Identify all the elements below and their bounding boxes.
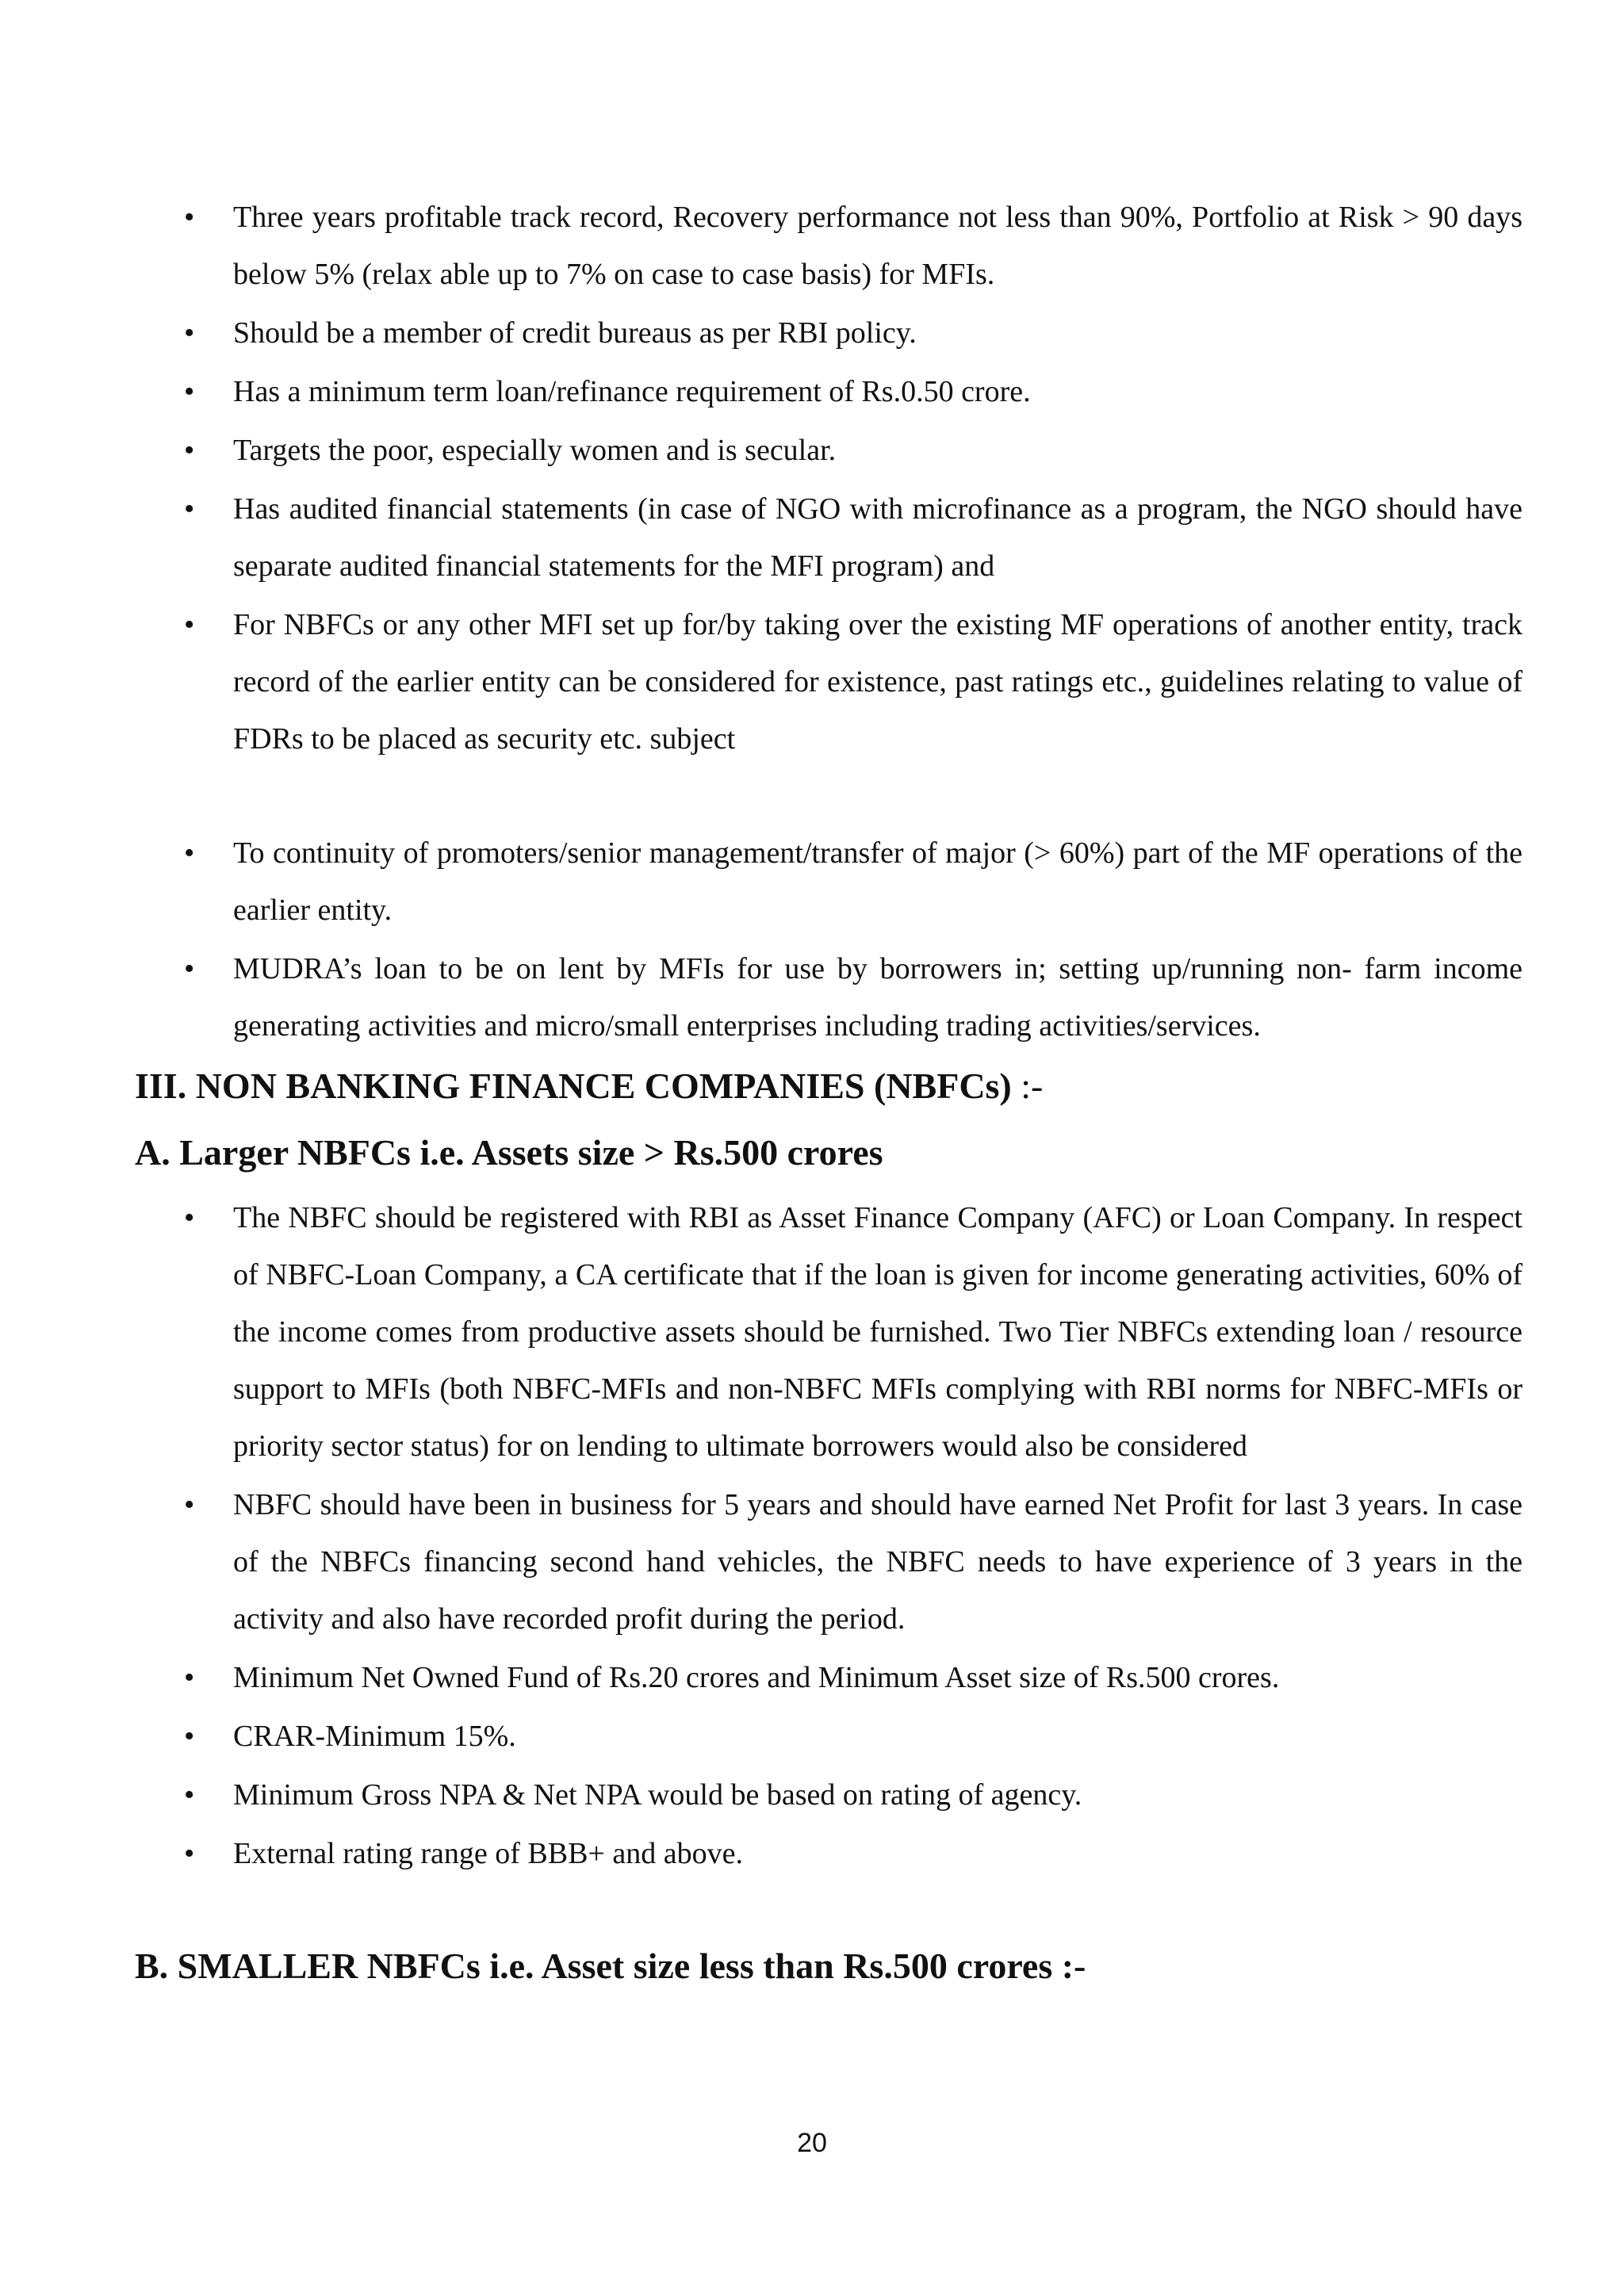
list-item: • For NBFCs or any other MFI set up for/by taking over the existing MF operations of another entity, track record of the earlier entity can be considered for existence, past ratings etc., guidelines relating to value of FDRs to be placed as security etc. subject — [182, 596, 1522, 767]
bullet-icon: • — [184, 1201, 195, 1234]
list-item: • To continuity of promoters/senior management/transfer of major (> 60%) part of the MF operations of the earlier entity. — [182, 825, 1522, 939]
list-item: • Minimum Net Owned Fund of Rs.20 crores and Minimum Asset size of Rs.500 crores. — [182, 1649, 1522, 1706]
bullet-icon: • — [184, 316, 195, 350]
bullet-icon: • — [184, 608, 195, 641]
list-item: • NBFC should have been in business for 5 years and should have earned Net Profit for last 3 years. In case of the NBFCs financing second hand vehicles, the NBFC needs to have experience of 3 years in the activity and also have recorded profit during the period. — [182, 1476, 1522, 1647]
bullet-icon: • — [184, 492, 195, 526]
list-item: • Minimum Gross NPA & Net NPA would be based on rating of agency. — [182, 1766, 1522, 1823]
page-number: 20 — [797, 2128, 827, 2158]
bullet-icon: • — [184, 952, 195, 985]
bullet-icon: • — [184, 434, 195, 467]
list-item: • Three years profitable track record, Recovery performance not less than 90%, Portfolio at Risk > 90 days below 5% (relax able up to 7% on case to case basis) for MFIs. — [182, 189, 1522, 303]
larger-nbfc-criteria-list — [182, 1189, 1522, 1884]
list-item: • Should be a member of credit bureaus as per RBI policy. — [182, 304, 1522, 362]
bullet-icon: • — [184, 1488, 195, 1521]
mfi-criteria-list — [182, 189, 1522, 769]
list-item: • External rating range of BBB+ and above. — [182, 1825, 1522, 1882]
list-item: • MUDRA’s loan to be on lent by MFIs for use by borrowers in; setting up/running non- farm income generating activities and micro/small enterprises including trading activities/services. — [182, 940, 1522, 1054]
mfi-criteria-list-continued — [182, 825, 1522, 1056]
bullet-icon: • — [184, 1778, 195, 1812]
list-item: • Targets the poor, especially women and is secular. — [182, 422, 1522, 479]
bullet-icon: • — [184, 1661, 195, 1694]
larger-nbfc-heading: A. Larger NBFCs i.e. Assets size > Rs.500 crores — [135, 1132, 883, 1173]
bullet-icon: • — [184, 836, 195, 870]
smaller-nbfc-heading: B. SMALLER NBFCs i.e. Asset size less than Rs.500 crores :- — [135, 1946, 1086, 1986]
list-item: • The NBFC should be registered with RBI as Asset Finance Company (AFC) or Loan Company. In respect of NBFC-Loan Company, a CA certificate that if the loan is given for income generating activities, 60% of the income comes from productive assets should be furnished. Two Tier NBFCs extending loan / resource support to MFIs (both NBFC-MFIs and non-NBFC MFIs complying with RBI norms for NBFC-MFIs or priority sector status) for on lending to ultimate borrowers would also be considered — [182, 1189, 1522, 1475]
list-item: • Has a minimum term loan/refinance requirement of Rs.0.50 crore. — [182, 363, 1522, 420]
bullet-icon: • — [184, 1720, 195, 1753]
bullet-icon: • — [184, 201, 195, 234]
bullet-icon: • — [184, 375, 195, 408]
nbfc-section-heading: III. NON BANKING FINANCE COMPANIES (NBFCs) :- — [135, 1066, 1044, 1106]
bullet-icon: • — [184, 1837, 195, 1870]
list-item: • CRAR-Minimum 15%. — [182, 1708, 1522, 1765]
list-item: • Has audited financial statements (in case of NGO with microfinance as a program, the NGO should have separate audited financial statements for the MFI program) and — [182, 480, 1522, 595]
